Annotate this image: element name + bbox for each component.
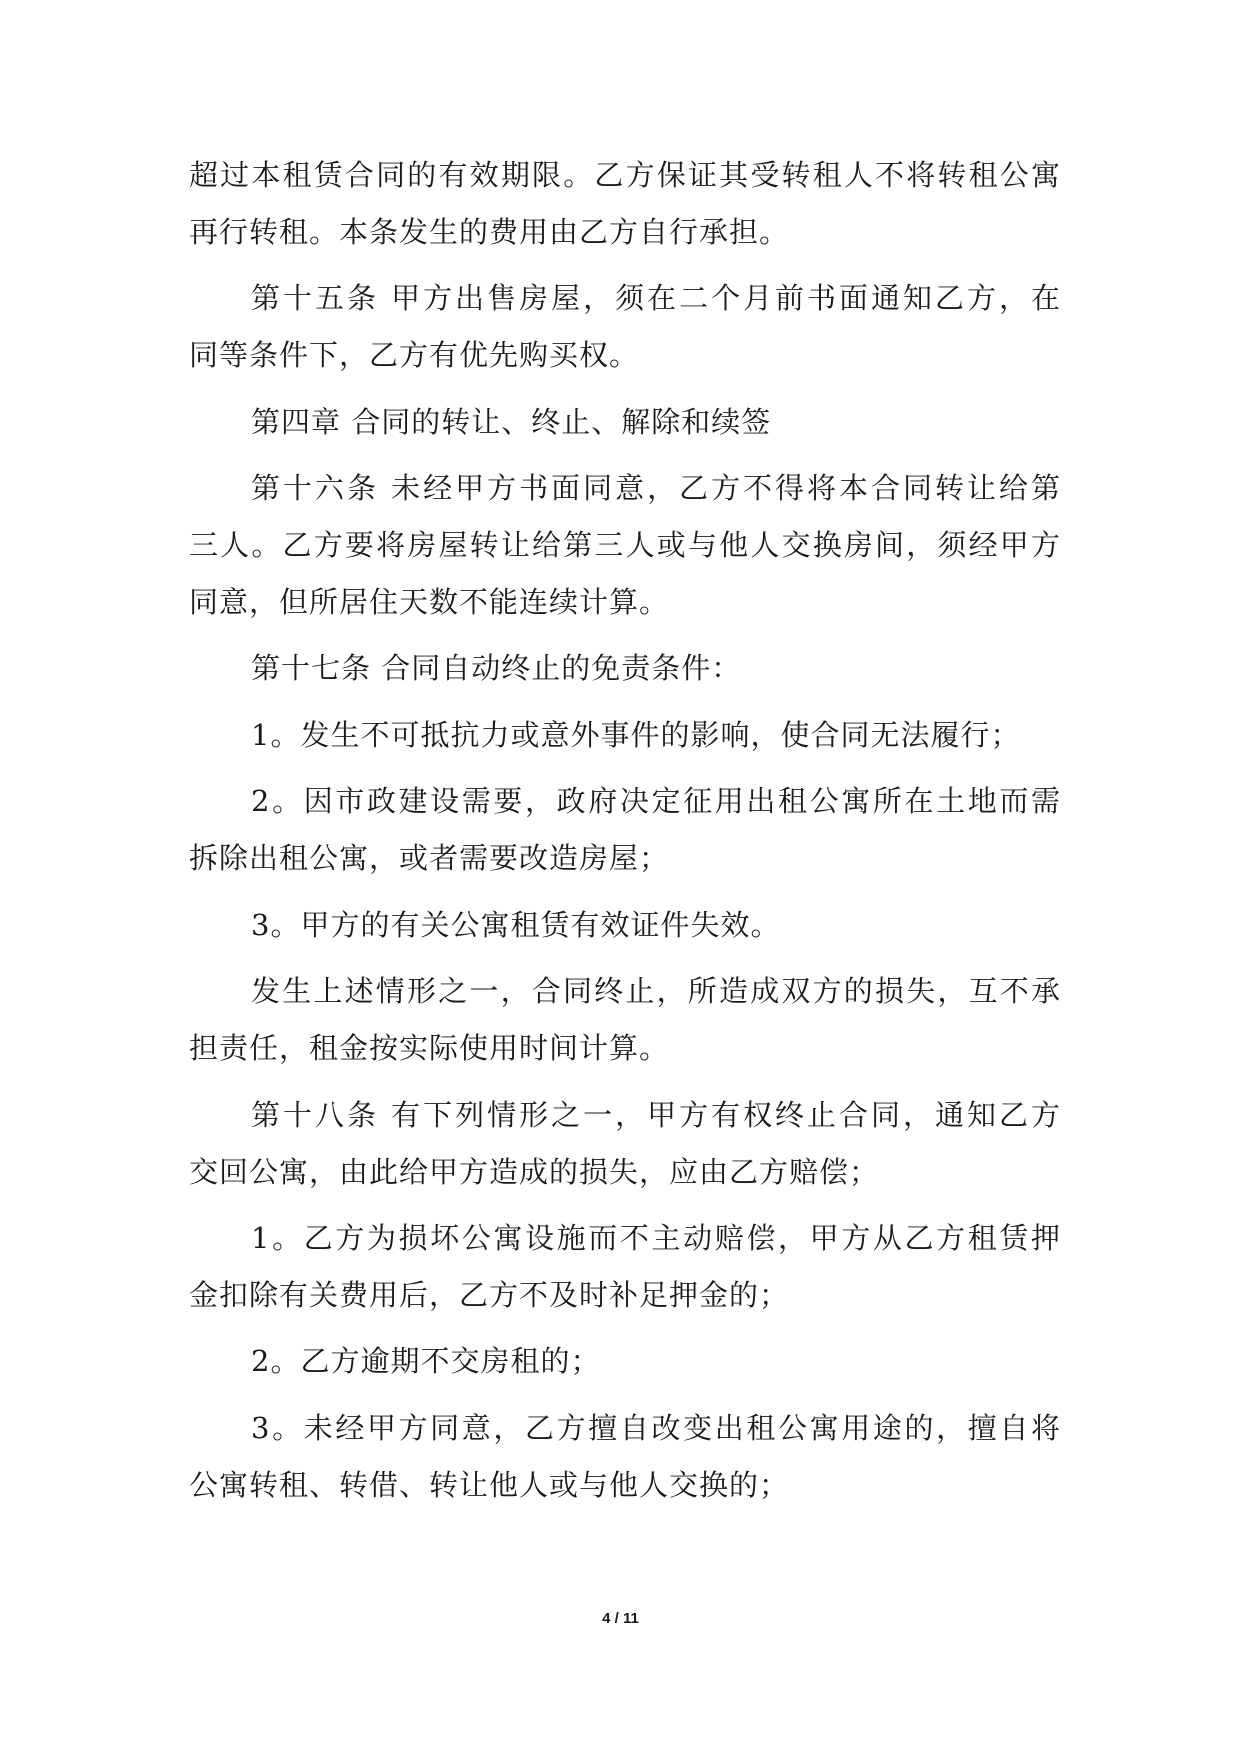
page-number: 4 / 11 bbox=[602, 1610, 639, 1627]
text-line: 同意，但所居住天数不能连续计算。 bbox=[189, 585, 670, 619]
text-line: 三人。乙方要将房屋转让给第三人或与他人交换房间，须经甲方 bbox=[189, 528, 1061, 562]
text-line: 第十五条 甲方出售房屋，须在二个月前书面通知乙方，在 bbox=[251, 281, 1061, 315]
text-line: 金扣除有关费用后，乙方不及时补足押金的； bbox=[189, 1278, 790, 1312]
text-line: 1。发生不可抵抗力或意外事件的影响，使合同无法履行； bbox=[251, 718, 1021, 752]
text-line: 公寓转租、转借、转让他人或与他人交换的； bbox=[189, 1468, 790, 1502]
text-line: 再行转租。本条发生的费用由乙方自行承担。 bbox=[189, 215, 790, 249]
text-line: 拆除出租公寓，或者需要改造房屋； bbox=[189, 841, 670, 875]
text-line: 第十六条 未经甲方书面同意，乙方不得将本合同转让给第 bbox=[251, 471, 1061, 505]
text-line: 担责任，租金按实际使用时间计算。 bbox=[189, 1031, 670, 1065]
text-line: 同等条件下，乙方有优先购买权。 bbox=[189, 338, 640, 372]
text-line: 第十七条 合同自动终止的免责条件： bbox=[251, 651, 742, 685]
text-line: 2。因市政建设需要，政府决定征用出租公寓所在土地而需 bbox=[251, 784, 1061, 818]
text-line: 发生上述情形之一，合同终止，所造成双方的损失，互不承 bbox=[251, 974, 1061, 1008]
text-line: 3。甲方的有关公寓租赁有效证件失效。 bbox=[251, 908, 781, 942]
chapter-heading: 第四章 合同的转让、终止、解除和续签 bbox=[251, 405, 772, 439]
text-line: 超过本租赁合同的有效期限。乙方保证其受转租人不将转租公寓 bbox=[189, 158, 1061, 192]
text-line: 3。未经甲方同意，乙方擅自改变出租公寓用途的，擅自将 bbox=[251, 1411, 1061, 1445]
text-line: 2。乙方逾期不交房租的； bbox=[251, 1344, 601, 1378]
text-line: 交回公寓，由此给甲方造成的损失，应由乙方赔偿； bbox=[189, 1155, 880, 1189]
text-line: 1。乙方为损坏公寓设施而不主动赔偿，甲方从乙方租赁押 bbox=[251, 1221, 1061, 1255]
text-line: 第十八条 有下列情形之一，甲方有权终止合同，通知乙方 bbox=[251, 1098, 1061, 1132]
